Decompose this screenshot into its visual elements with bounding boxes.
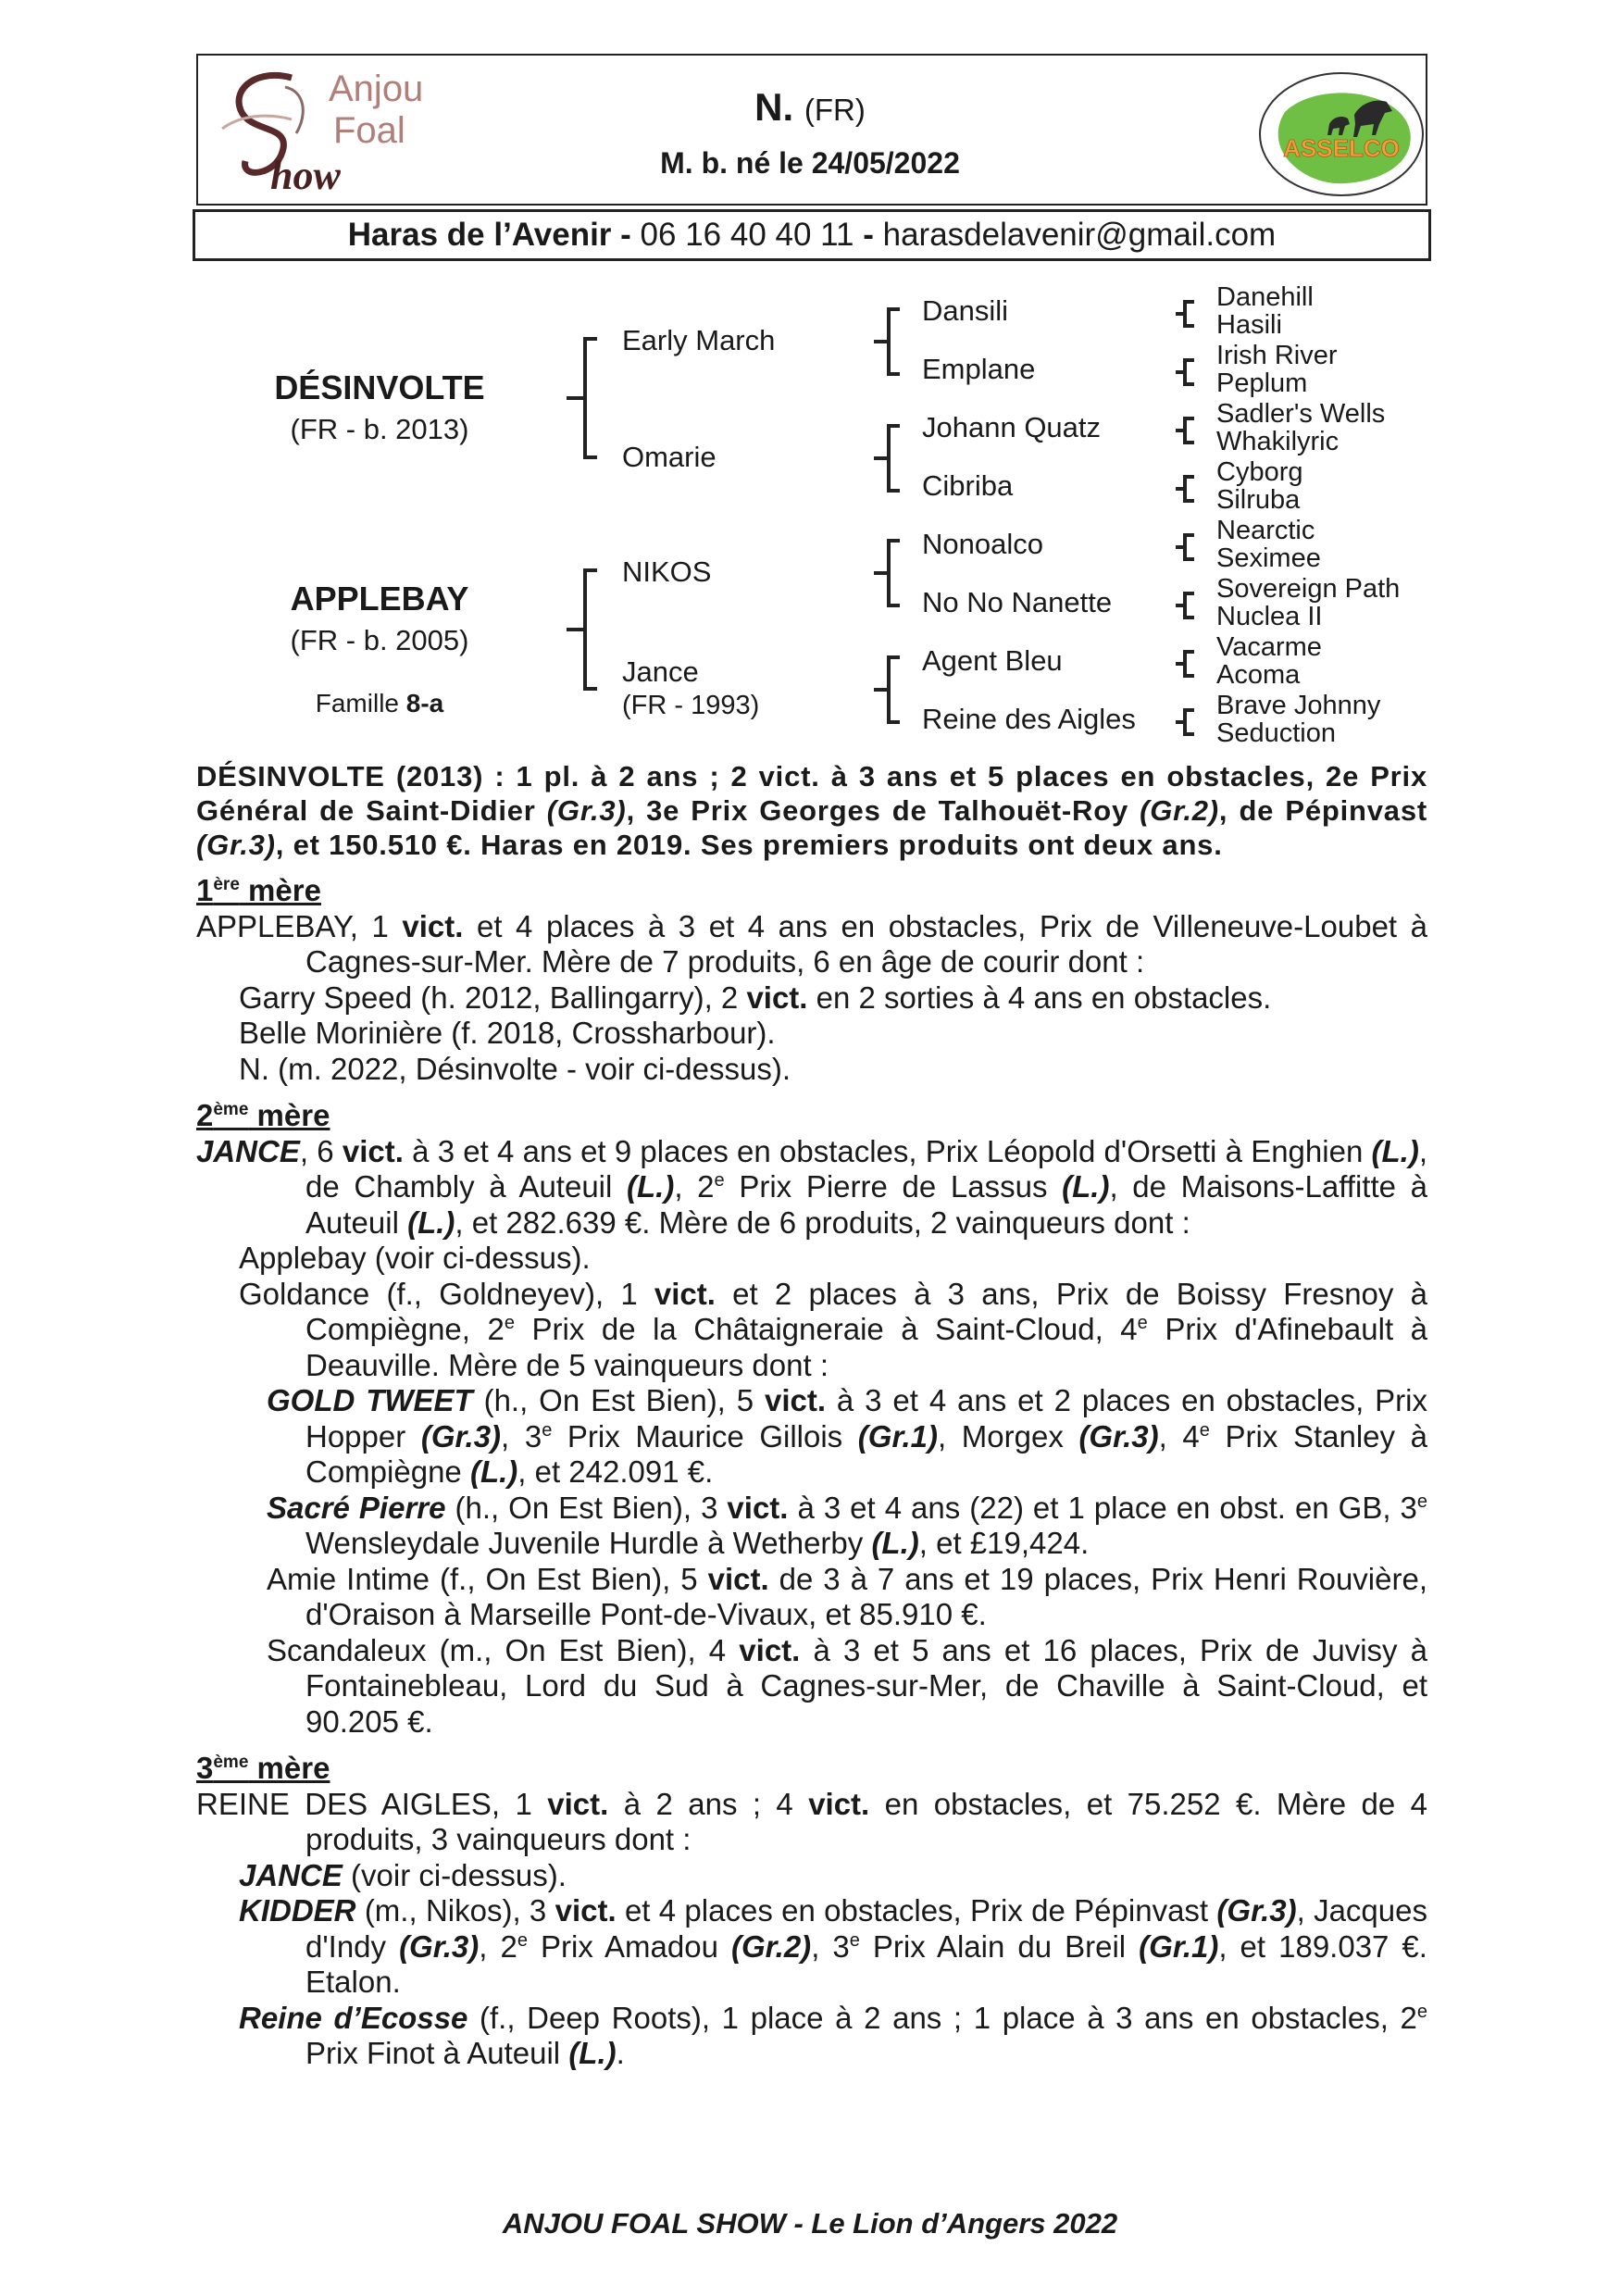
gen4-16: Seduction — [1216, 718, 1336, 748]
produce-reine-decosse: Reine d’Ecosse (f., Deep Roots), 1 place à 2 ans ; 1 place à 3 ans en obstacles, 2e Prix Finot à Auteuil (L.). — [239, 2000, 1427, 2070]
second-dam-entry: JANCE, 6 vict. à 3 et 4 ans et 9 places en obstacles, Prix Léopold d'Orsetti à Enghien (L.), de Chambly à Auteuil (L.), 2e Prix Pierre de Lassus (L.), de Maisons-Laffitte à Auteuil (L.), et 282.639 €. Mère de 6 produits, 2 vainqueurs dont : — [196, 1133, 1428, 1240]
gen3-8: Reine des Aigles — [922, 703, 1136, 735]
gen3-3: Johann Quatz — [922, 411, 1102, 443]
gen2-dam-dam-note: (FR - 1993) — [622, 691, 760, 720]
svg-text:ASSELCO: ASSELCO — [1283, 134, 1400, 162]
produce-kidder: KIDDER (m., Nikos), 3 vict. et 4 places en obstacles, Prix de Pépinvast (Gr.3), Jacques d'Indy (Gr.3), 2e Prix Amadou (Gr.2), 3e Prix Alain du Breil (Gr.1), et 189.037 €. Etalon. — [239, 1893, 1427, 1999]
produce-jance: JANCE (voir ci-dessus). — [239, 1857, 567, 1892]
produce-goldance: Goldance (f., Goldneyev), 1 vict. et 2 places à 3 ans, Prix de Boissy Fresnoy à Compiègne, 2e Prix de la Châtaigneraie à Saint-Cloud, 4e Prix d'Afinebault à Deauville. Mère de 5 vainqueurs dont : — [239, 1276, 1427, 1382]
gen4-3: Irish River — [1216, 341, 1338, 370]
gen3-2: Emplane — [922, 353, 1036, 385]
gen2-dam-sire: NIKOS — [622, 555, 712, 588]
sire-summary: DÉSINVOLTE (2013) : 1 pl. à 2 ans ; 2 vict. à 3 ans et 5 places en obstacles, 2e Prix Général de Saint-Didier (Gr.3), 3e Prix Georges de Talhouët-Roy (Gr.2), de Pépinvast (Gr.3), et 150.510 €. Haras en 2019. Ses premiers produits ont deux ans. — [196, 760, 1427, 861]
produce-gold-tweet: GOLD TWEET (h., On Est Bien), 5 vict. à 3 et 4 ans et 2 places en obstacles, Prix Hopper (Gr.3), 3e Prix Maurice Gillois (Gr.1), Morgex (Gr.3), 4e Prix Stanley à Compiègne (L.), et 242.091 €. — [267, 1383, 1427, 1489]
gen4-15: Brave Johnny — [1216, 691, 1381, 720]
gen4-7: Cyborg — [1216, 457, 1303, 487]
gen4-13: Vacarme — [1216, 632, 1322, 662]
pedigree-notes — [196, 759, 1427, 2072]
gen4-14: Acoma — [1216, 660, 1301, 690]
third-dam-heading: 3ème mère — [196, 1751, 330, 1785]
gen3-7: Agent Bleu — [922, 644, 1063, 677]
gen4-4: Peplum — [1216, 368, 1308, 398]
gen4-8: Silruba — [1216, 485, 1301, 515]
gen4-2: Hasili — [1216, 310, 1282, 340]
produce-belle-moriniere: Belle Morinière (f. 2018, Crossharbour). — [239, 1016, 776, 1050]
gen3-6: No No Nanette — [922, 586, 1113, 618]
third-dam-entry: REINE DES AIGLES, 1 vict. à 2 ans ; 4 vict. en obstacles, et 75.252 €. Mère de 4 produits, 3 vainqueurs dont : — [196, 1786, 1427, 1856]
phone-number[interactable]: 06 16 40 40 11 — [640, 217, 854, 253]
contact-bar: Haras de l’Avenir - 06 16 40 40 11 - harasdelavenir@gmail.com — [193, 209, 1431, 261]
dam-info: (FR - b. 2005) — [290, 624, 469, 656]
first-dam-heading: 1ère mère — [196, 873, 321, 907]
horse-name: N. (FR) — [754, 85, 866, 129]
produce-n: N. (m. 2022, Désinvolte - voir ci-dessus). — [239, 1051, 791, 1086]
dam-name: APPLEBAY — [290, 580, 469, 618]
produce-applebay: Applebay (voir ci-dessus). — [239, 1241, 591, 1275]
gen3-1: Dansili — [922, 294, 1009, 327]
gen2-sire-sire: Early March — [622, 324, 776, 356]
produce-sacre-pierre: Sacré Pierre (h., On Est Bien), 3 vict. à 3 et 4 ans (22) et 1 place en obst. en GB, 3e Wensleydale Juvenile Hurdle à Wetherby (L.), et £19,424. — [267, 1490, 1427, 1560]
email-link[interactable]: harasdelavenir@gmail.com — [882, 217, 1277, 253]
produce-amie-intime: Amie Intime (f., On Est Bien), 5 vict. de 3 à 7 ans et 19 places, Prix Henri Rouvière, d'Oraison à Marseille Pont-de-Vivaux, et 85.910 €. — [267, 1561, 1427, 1631]
gen4-12: Nuclea II — [1216, 602, 1323, 631]
page-footer: ANJOU FOAL SHOW - Le Lion d’Angers 2022 — [502, 2207, 1118, 2240]
gen3-4: Cibriba — [922, 469, 1014, 502]
sire-info: (FR - b. 2013) — [290, 413, 469, 445]
first-dam-entry: APPLEBAY, 1 vict. et 4 places à 3 et 4 ans en obstacles, Prix de Villeneuve-Loubet à Cagnes-sur-Mer. Mère de 7 produits, 6 en âge de courir dont : — [196, 908, 1427, 979]
gen2-sire-dam: Omarie — [622, 441, 717, 473]
horse-info: M. b. né le 24/05/2022 — [660, 146, 960, 180]
second-dam-heading: 2ème mère — [196, 1098, 330, 1132]
gen3-5: Nonoalco — [922, 528, 1043, 560]
gen4-5: Sadler's Wells — [1216, 399, 1386, 429]
breeder-name: Haras de l’Avenir — [347, 217, 612, 253]
gen4-6: Whakilyric — [1216, 427, 1340, 456]
svg-text:how: how — [270, 153, 341, 198]
gen4-10: Seximee — [1216, 543, 1321, 573]
gen4-9: Nearctic — [1216, 516, 1315, 545]
sire-name: DÉSINVOLTE — [274, 368, 485, 406]
produce-garry-speed: Garry Speed (h. 2012, Ballingarry), 2 vict. en 2 sorties à 4 ans en obstacles. — [239, 980, 1272, 1015]
gen4-11: Sovereign Path — [1216, 574, 1401, 604]
gen4-1: Danehill — [1216, 282, 1314, 312]
svg-text:Anjou: Anjou — [329, 69, 424, 109]
svg-text:Foal: Foal — [333, 110, 405, 151]
gen2-dam-dam: Jance — [622, 655, 699, 688]
family-label: Famille 8-a — [315, 689, 444, 718]
asselco-logo — [1257, 70, 1426, 198]
produce-scandaleux: Scandaleux (m., On Est Bien), 4 vict. à 3 et 5 ans et 16 places, Prix de Juvisy à Fontainebleau, Lord du Sud à Cagnes-sur-Mer, de Chaville à Saint-Cloud, et 90.205 €. — [267, 1632, 1428, 1739]
